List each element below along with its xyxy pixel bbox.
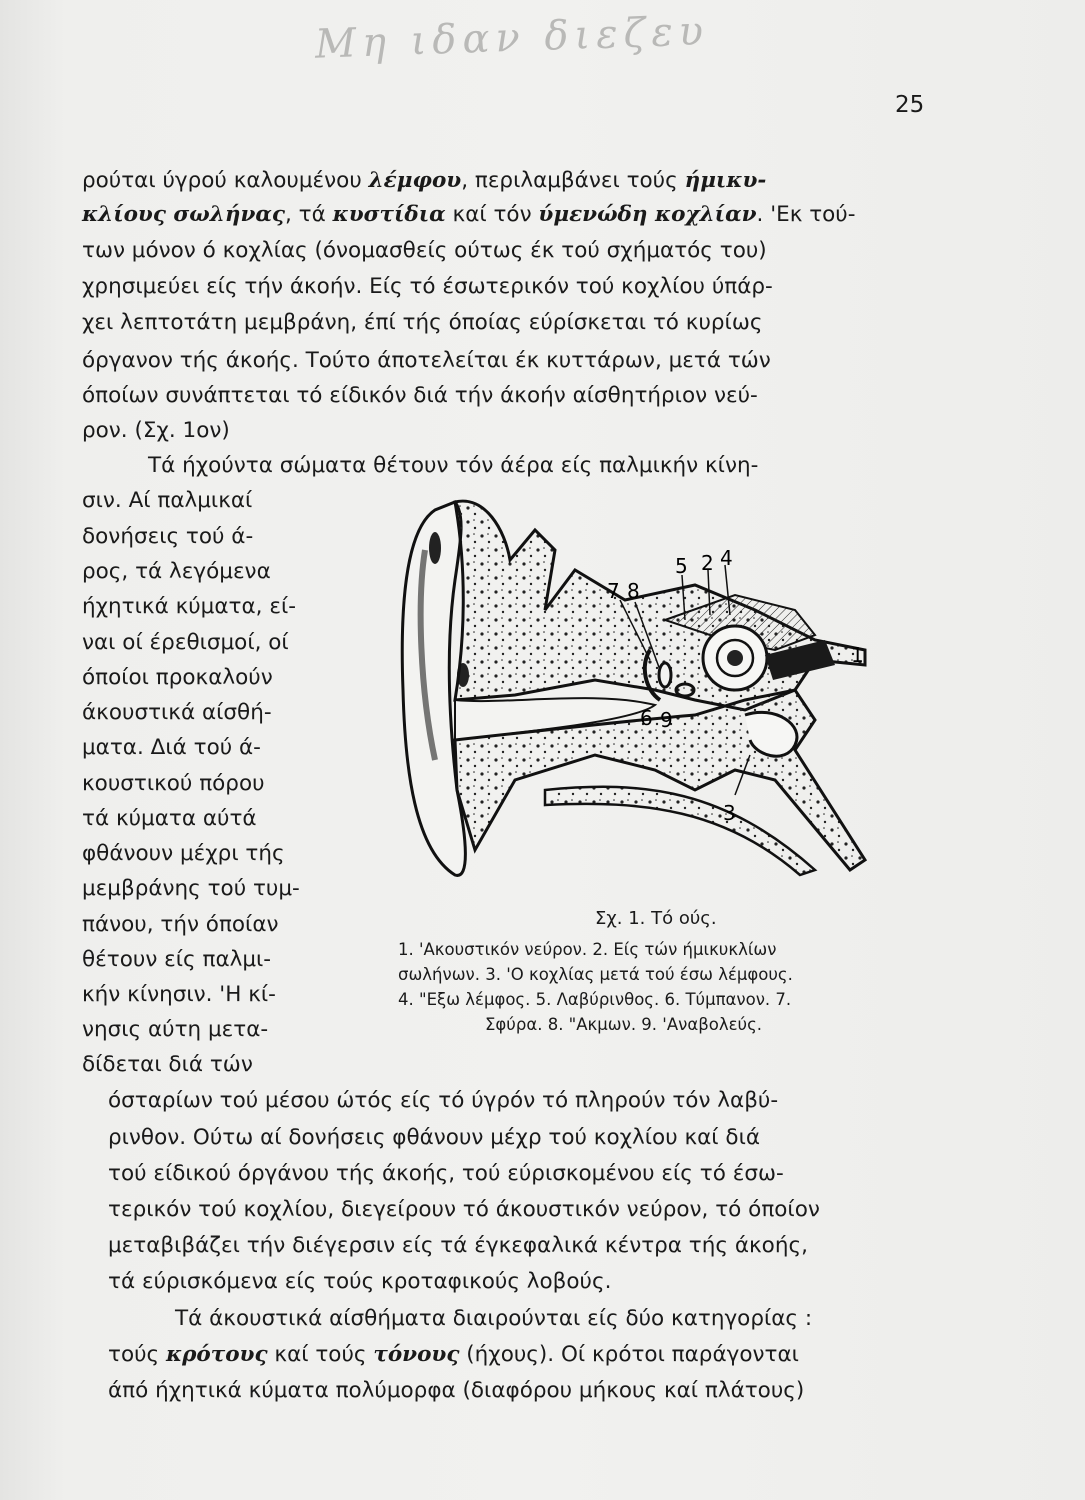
- text-line: Τά άκουστικά αίσθήματα διαιρούνται είς δύο κατηγορίας :: [175, 1306, 813, 1331]
- column-line: νησις αύτη μετα-: [82, 1017, 269, 1042]
- text-line: τερικόν τού κοχλίου, διεγείρουν τό άκουστικόν νεύρον, τό όποίον: [108, 1197, 820, 1222]
- lower-canal: [545, 787, 815, 875]
- figure-caption-line: σωλήνων. 3. 'Ο κοχλίας μετά τού έσω λέμφους.: [398, 965, 793, 984]
- text-line: όσταρίων τού μέσου ώτός είς τό ύγρόν τό πληρούν τόν λαβύ-: [108, 1088, 779, 1113]
- figure-caption-title: Σχ. 1. Τό ούς.: [595, 908, 717, 929]
- column-line: θέτουν είς παλμι-: [82, 947, 272, 972]
- text-line: Τά ήχούντα σώματα θέτουν τόν άέρα είς παλμικήν κίνη-: [148, 453, 759, 478]
- figure-label: 6: [640, 706, 653, 730]
- column-line: άκουστικά αίσθή-: [82, 700, 272, 725]
- column-line: φθάνουν μέχρι τής: [82, 841, 285, 866]
- text-line: ρινθον. Ούτω αί δονήσεις φθάνουν μέχρ τού κοχλίου καί διά: [108, 1125, 761, 1150]
- text-line: χρησιμεύει είς τήν άκοήν. Είς τό έσωτερικόν τού κοχλίου ύπάρ-: [82, 274, 773, 299]
- text-line: όποίων συνάπτεται τό είδικόν διά τήν άκοήν αίσθητήριον νεύ-: [82, 383, 758, 408]
- column-line: μεμβράνης τού τυμ-: [82, 876, 300, 901]
- figure-label: 7: [607, 579, 620, 603]
- figure-label: 4: [720, 546, 733, 570]
- text-line: τά εύρισκόμενα είς τούς κροταφικούς λοβούς.: [108, 1269, 612, 1294]
- column-line: κουστικού πόρου: [82, 771, 265, 796]
- figure-label: 9: [660, 708, 673, 732]
- column-line: σιν. Αί παλμικαί: [82, 488, 253, 513]
- figure-caption-line: 4. "Εξω λέμφος. 5. Λαβύρινθος. 6. Τύμπανον. 7.: [398, 990, 792, 1009]
- column-line: ναι οί έρεθισμοί, οί: [82, 630, 289, 655]
- figure-label: 5: [675, 554, 688, 578]
- text-line: χει λεπτοτάτη μεμβράνη, έπί τής όποίας εύρίσκεται τό κυρίως: [82, 310, 763, 335]
- text-line: όργανον τής άκοής. Τούτο άποτελείται έκ κυττάρων, μετά τών: [82, 348, 771, 373]
- text-line: τούς κρότους καί τούς τόνους (ήχους). Οί κρότοι παράγονται: [108, 1342, 799, 1367]
- text-line: ρον. (Σχ. 1ον): [82, 418, 230, 443]
- column-line: ματα. Διά τού ά-: [82, 735, 261, 760]
- figure-label: 8: [627, 579, 640, 603]
- figure-caption-line: Σφύρα. 8. "Ακμων. 9. 'Αναβολεύς.: [485, 1015, 762, 1034]
- figure-label: 2: [701, 551, 714, 575]
- figure-label: 1: [851, 643, 864, 667]
- text-line: των μόνον ό κοχλίας (όνομασθείς ούτως έκ τού σχήματός του): [82, 238, 767, 263]
- column-line: ρος, τά λεγόμενα: [82, 559, 271, 584]
- text-line: κλίους σωλήνας, τά κυστίδια καί τόν ύμενώδη κοχλίαν. 'Εκ τού-: [82, 202, 856, 227]
- page-number: 25: [895, 92, 925, 118]
- text-line: τού είδικού όργάνου τής άκοής, τού εύρισκομένου είς τό έσω-: [108, 1161, 784, 1186]
- ossicle-shape: [659, 663, 671, 687]
- column-line: δονήσεις τού ά-: [82, 524, 254, 549]
- auricle-dark-spot: [429, 532, 441, 564]
- cochlea-core: [727, 650, 743, 666]
- column-line: δίδεται διά τών: [82, 1052, 253, 1077]
- column-line: πάνου, τήν όποίαν: [82, 912, 279, 937]
- column-line: κήν κίνησιν. 'Η κί-: [82, 982, 276, 1007]
- column-line: τά κύματα αύτά: [82, 806, 257, 831]
- text-line: άπό ήχητικά κύματα πολύμορφα (διαφόρου μήκους καί πλάτους): [108, 1378, 805, 1403]
- handwritten-note: Μη ιδαν διεζευ: [314, 8, 710, 68]
- text-line: μεταβιβάζει τήν διέγερσιν είς τά έγκεφαλικά κέντρα τής άκοής,: [108, 1233, 808, 1258]
- figure-caption-line: 1. 'Ακουστικόν νεύρον. 2. Είς τών ήμικυκλίων: [398, 940, 777, 959]
- figure-label: 3: [723, 801, 736, 825]
- ear-diagram: [395, 490, 870, 885]
- column-line: όποίοι προκαλούν: [82, 665, 273, 690]
- text-line: ρούται ύγρού καλουμένου λέμφου, περιλαμβάνει τούς ήμικυ-: [82, 168, 767, 193]
- column-line: ήχητικά κύματα, εί-: [82, 594, 296, 619]
